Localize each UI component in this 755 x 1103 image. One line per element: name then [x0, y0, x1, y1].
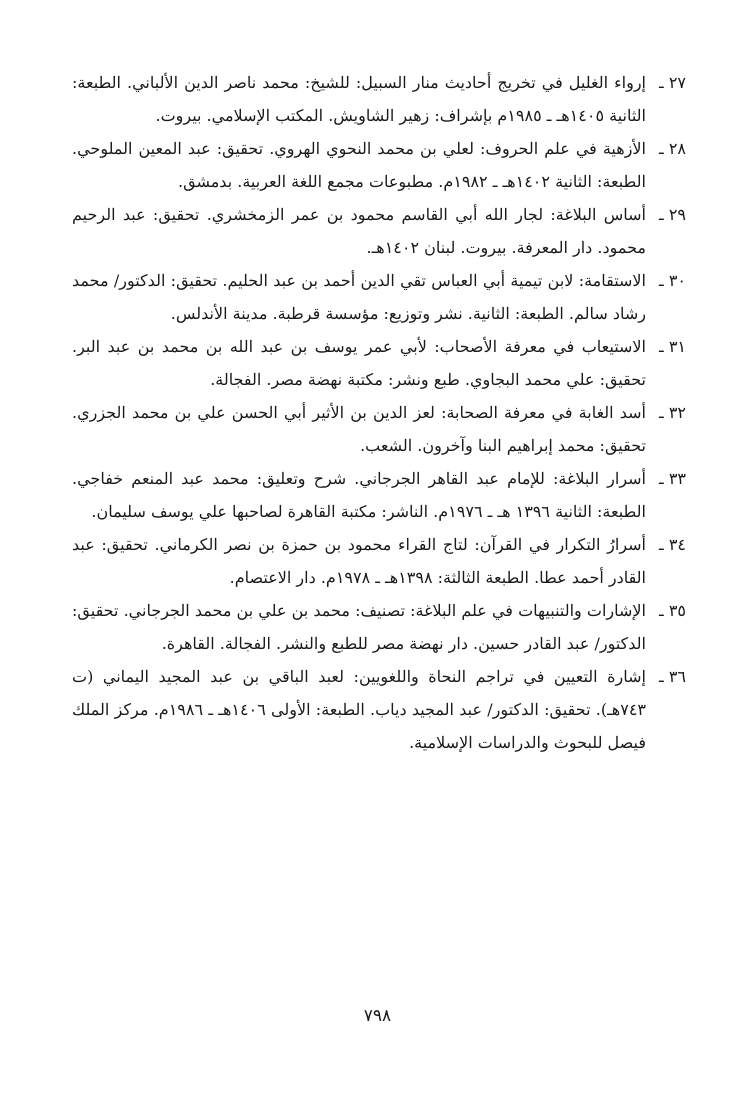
- bibliography-page: [72, 66, 686, 759]
- entry-number: ٣٤ ـ: [659, 535, 686, 554]
- entry-text: الاستيعاب في معرفة الأصحاب: لأبي عمر يوسف بن عبد الله بن محمد بن عبد البر. تحقيق: علي محمد البجاوي. طبع ونشر: مكتبة نهضة مصر. الفجالة.: [72, 337, 646, 389]
- entry-number: ٣٠ ـ: [659, 271, 686, 290]
- entry-text: إرواء الغليل في تخريج أحاديث منار السبيل: للشيخ: محمد ناصر الدين الألباني. الطبعة: الثانية ١٤٠٥هـ ـ ١٩٨٥م بإشراف: زهير الشاويش. المكتب الإسلامي. بيروت.: [72, 73, 646, 125]
- entry-number: ٢٩ ـ: [659, 205, 686, 224]
- entry-number: ٣٥ ـ: [659, 601, 686, 620]
- entry-text: الاستقامة: لابن تيمية أبي العباس تقي الدين أحمد بن عبد الحليم. تحقيق: الدكتور/ محمد رشاد سالم. الطبعة: الثانية. نشر وتوزيع: مؤسسة قرطبة. مدينة الأندلس.: [72, 271, 647, 323]
- entry-text: أسرارُ التكرار في القرآن: لتاج القراء محمود بن حمزة بن نصر الكرماني. تحقيق: عبد القادر أحمد عطا. الطبعة الثالثة: ١٣٩٨هـ ـ ١٩٧٨م. دار الاعتصام.: [72, 535, 646, 587]
- entry-number: ٢٧ ـ: [659, 73, 686, 92]
- entry-number: ٣٦ ـ: [659, 667, 686, 686]
- entry-text: إشارة التعيين في تراجم النحاة واللغويين: لعبد الباقي بن عبد المجيد اليماني (ت ٧٤٣هـ). تحقيق: الدكتور/ عبد المجيد دياب. الطبعة: الأولى ١٤٠٦هـ ـ ١٩٨٦م. مركز الملك فيصل للبحوث والدراسات الإسلامية.: [72, 667, 647, 752]
- entry-number: ٣٢ ـ: [659, 403, 686, 422]
- bibliography-entry-28: [72, 132, 686, 198]
- page-number: ٧٩٨: [363, 1006, 392, 1026]
- entry-text: الأزهية في علم الحروف: لعلي بن محمد النحوي الهروي. تحقيق: عبد المعين الملوحي. الطبعة: الثانية ١٤٠٢هـ ـ ١٩٨٢م. مطبوعات مجمع اللغة العربية. بدمشق.: [72, 139, 646, 191]
- entry-number: ٢٨ ـ: [659, 139, 686, 158]
- bibliography-entry-36: [72, 660, 686, 759]
- bibliography-entry-31: [72, 330, 686, 396]
- bibliography-entry-32: [72, 396, 686, 462]
- bibliography-entry-34: [72, 528, 686, 594]
- bibliography-entry-35: [72, 594, 686, 660]
- entry-text: الإشارات والتنبيهات في علم البلاغة: تصنيف: محمد بن علي بن محمد الجرجاني. تحقيق: الدكتور/ عبد القادر حسين. دار نهضة مصر للطبع والنشر. الفجالة. القاهرة.: [72, 601, 646, 653]
- entry-text: أسد الغابة في معرفة الصحابة: لعز الدين بن الأثير أبي الحسن علي بن محمد الجزري. تحقيق: محمد إبراهيم البنا وآخرون. الشعب.: [72, 403, 646, 455]
- bibliography-entry-27: [72, 66, 686, 132]
- entry-number: ٣٣ ـ: [659, 469, 686, 488]
- entry-text: أسرار البلاغة: للإمام عبد القاهر الجرجاني. شرح وتعليق: محمد عبد المنعم خفاجي. الطبعة: الثانية ١٣٩٦ هـ ـ ١٩٧٦م. الناشر: مكتبة القاهرة لصاحبها علي يوسف سليمان.: [72, 469, 646, 521]
- bibliography-entry-29: [72, 198, 686, 264]
- bibliography-entry-30: [72, 264, 686, 330]
- entry-number: ٣١ ـ: [659, 337, 686, 356]
- entry-text: أساس البلاغة: لجار الله أبي القاسم محمود بن عمر الزمخشري. تحقيق: عبد الرحيم محمود. دار المعرفة. بيروت. لبنان ١٤٠٢هـ.: [72, 205, 646, 257]
- bibliography-entry-33: [72, 462, 686, 528]
